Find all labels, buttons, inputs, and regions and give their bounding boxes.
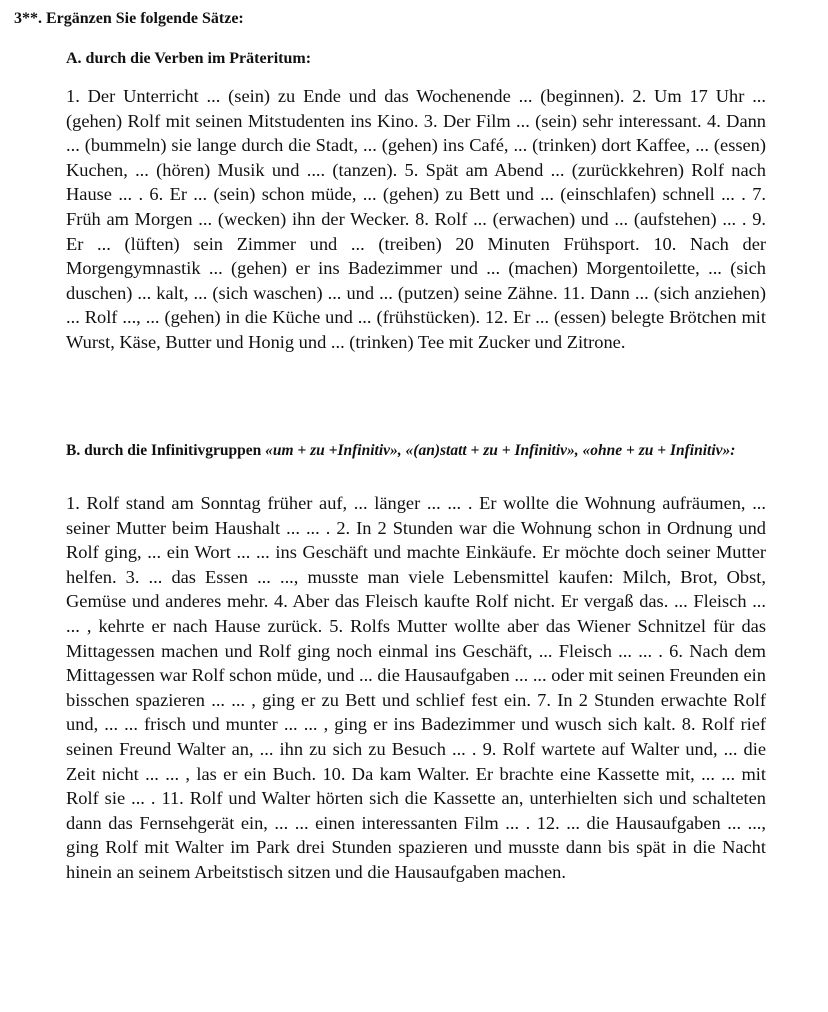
section-a-title: A. durch die Verben im Präteritum: — [66, 50, 312, 67]
section-b-title-formulas: «um + zu +Infinitiv», «(an)statt + zu + Infinitiv», «ohne + zu + Infinitiv»: — [261, 442, 736, 459]
section-b-title — [66, 440, 776, 461]
section-b-text: 1. Rolf stand am Sonntag früher auf, ... länger ... ... . Er wollte die Wohnung aufräumen, ... seiner Mutter beim Haushalt ... ... . 2. In 2 Stunden war die Wohnung schon in Ordnung und Rolf ging, ... ein Wort ... ... ins Geschäft und machte Einkäufe. Er möchte doch seiner Mutter helfen. 3. ... das Essen ... ..., musste man viele Lebensmittel kaufen: Milch, Brot, Obst, Gemüse und anderes mehr. 4. Aber das Fleisch kaufte Rolf nicht. Er vergaß das. ... Fleisch ... ... , kehrte er nach Hause zurück. 5. Rolfs Mutter wollte aber das Wiener Schnitzel für das Mittagessen machen und Rolf ging noch einmal ins Geschäft, ... Fleisch ... ... . 6. Nach dem Mittagessen war Rolf schon müde, und ... die Hausaufgaben ... ... oder mit seinen Freunden ein bisschen spazieren ... ... , ging er zu Bett und schlief fest ein. 7. In 2 Stunden erwachte Rolf und, ... ... frisch und munter ... ... , ging er ins Badezimmer und wusch sich kalt. 8. Rolf rief seinen Freund Walter an, ... ihn zu sich zu Besuch ... . 9. Rolf wartete auf Walter und, ... die Zeit nicht ... ... , las er ein Buch. 10. Da kam Walter. Er brachte eine Kassette mit, ... ... mit Rolf sie ... . 11. Rolf und Walter hörten sich die Kassette an, unterhielten sich und schalteten dann das Fernsehgerät ein, ... ... einen interessanten Film ... . 12. ... die Hausaufgaben ... ..., ging Rolf mit Walter im Park drei Stunden spazieren und musste dann bis spät in die Nacht hinein an seinem Arbeitstisch sitzen und die Hausaufgaben machen. — [66, 493, 766, 882]
section-a-text: 1. Der Unterricht ... (sein) zu Ende und das Wochenende ... (beginnen). 2. Um 17 Uhr ... (gehen) Rolf mit seinen Mitstudenten ins Kino. 3. Der Film ... (sein) sehr interessant. 4. Dann ... (bummeln) sie lange durch die Stadt, ... (gehen) ins Café, ... (trinken) dort Kaffee, ... (essen) Kuchen, ... (hören) Musik und .... (tanzen). 5. Spät am Abend ... (zurückkehren) Rolf nach Hause ... . 6. Er ... (sein) schon müde, ... (gehen) zu Bett und ... (einschlafen) schnell ... . 7. Früh am Morgen ... (wecken) ihn der Wecker. 8. Rolf ... (erwachen) und ... (aufstehen) ... . 9. Er ... (lüften) sein Zimmer und ... (treiben) 20 Minuten Frühsport. 10. Nach der Morgengymnastik ... (gehen) er ins Badezimmer und ... (machen) Morgentoilette, ... (sich duschen) ... kalt, ... (sich waschen) ... und ... (putzen) seine Zähne. 11. Dann ... (sich anziehen) ... Rolf ..., ... (gehen) in die Küche und ... (frühstücken). 12. Er ... (essen) belegte Brötchen mit Wurst, Käse, Butter und Honig und ... (trinken) Tee mit Zucker und Zitrone. — [66, 86, 766, 352]
section-b-title-label: B. durch die Infinitivgruppen — [66, 442, 262, 459]
exercise-title: 3**. Ergänzen Sie folgende Sätze: — [14, 10, 244, 27]
